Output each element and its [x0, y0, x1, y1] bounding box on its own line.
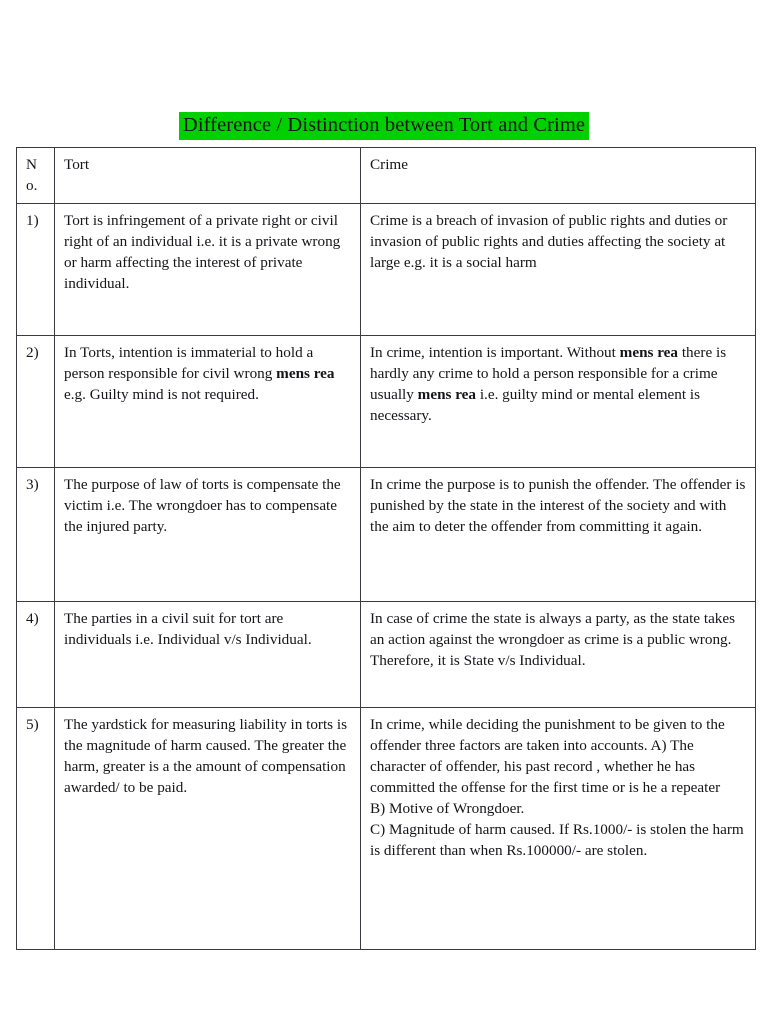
row-number: 1)	[17, 203, 55, 335]
column-header-no: No.	[17, 148, 55, 204]
cell-crime	[361, 335, 756, 467]
cell-text-segment: In Torts, intention is immaterial to hold a person responsible for civil wrong	[64, 343, 314, 382]
title-container	[0, 112, 768, 140]
table-body	[17, 203, 756, 949]
table-header	[17, 148, 756, 204]
table-row	[17, 335, 756, 467]
cell-text-segment: there is hardly any crime to hold a person responsible for a crime usually	[370, 343, 727, 403]
cell-text-segment: e.g. Guilty mind is not required.	[64, 385, 259, 403]
crime-factor-b: B) Motive of Wrongdoer.	[370, 799, 525, 817]
cell-tort: The parties in a civil suit for tort are individuals i.e. Individual v/s Individual.	[55, 601, 361, 707]
column-header-tort: Tort	[55, 148, 361, 204]
table-row	[17, 203, 756, 335]
cell-crime: In case of crime the state is always a party, as the state takes an action against the wrongdoer as crime is a public wrong. Therefore, it is State v/s Individual.	[361, 601, 756, 707]
emphasis-mens-rea: mens rea	[619, 343, 679, 361]
cell-text-segment: In crime, intention is important. Without	[370, 343, 620, 361]
cell-tort: The purpose of law of torts is compensate the victim i.e. The wrongdoer has to compensate the injured party.	[55, 467, 361, 601]
cell-crime	[361, 707, 756, 949]
emphasis-mens-rea: mens rea	[276, 364, 335, 382]
table-row	[17, 707, 756, 949]
comparison-table	[16, 147, 756, 950]
row-number: 3)	[17, 467, 55, 601]
crime-factor-c: C) Magnitude of harm caused. If Rs.1000/- is stolen the harm is different than when Rs.100000/- are stolen.	[370, 820, 744, 859]
table-header-row	[17, 148, 756, 204]
cell-tort: The yardstick for measuring liability in torts is the magnitude of harm caused. The greater the harm, greater is a the amount of compensation awarded/ to be paid.	[55, 707, 361, 949]
row-number: 4)	[17, 601, 55, 707]
row-number: 2)	[17, 335, 55, 467]
cell-text-segment: i.e. guilty mind or mental element is necessary.	[370, 385, 701, 424]
emphasis-mens-rea: mens rea	[417, 385, 477, 403]
crime-factor-intro: In crime, while deciding the punishment to be given to the offender three factors are taken into accounts. A) The character of offender, his past record , whether he has committed the offense for the first time or is he a repeater	[370, 715, 725, 796]
cell-tort: Tort is infringement of a private right or civil right of an individual i.e. it is a private wrong or harm affecting the interest of private individual.	[55, 203, 361, 335]
cell-crime: In crime the purpose is to punish the offender. The offender is punished by the state in the interest of the society and with the aim to deter the offender from committing it again.	[361, 467, 756, 601]
column-header-crime: Crime	[361, 148, 756, 204]
cell-tort	[55, 335, 361, 467]
table-row	[17, 601, 756, 707]
cell-crime: Crime is a breach of invasion of public rights and duties or invasion of public rights and duties affecting the society at large e.g. it is a social harm	[361, 203, 756, 335]
table-row	[17, 467, 756, 601]
row-number: 5)	[17, 707, 55, 949]
page-title: Difference / Distinction between Tort and Crime	[179, 112, 589, 140]
